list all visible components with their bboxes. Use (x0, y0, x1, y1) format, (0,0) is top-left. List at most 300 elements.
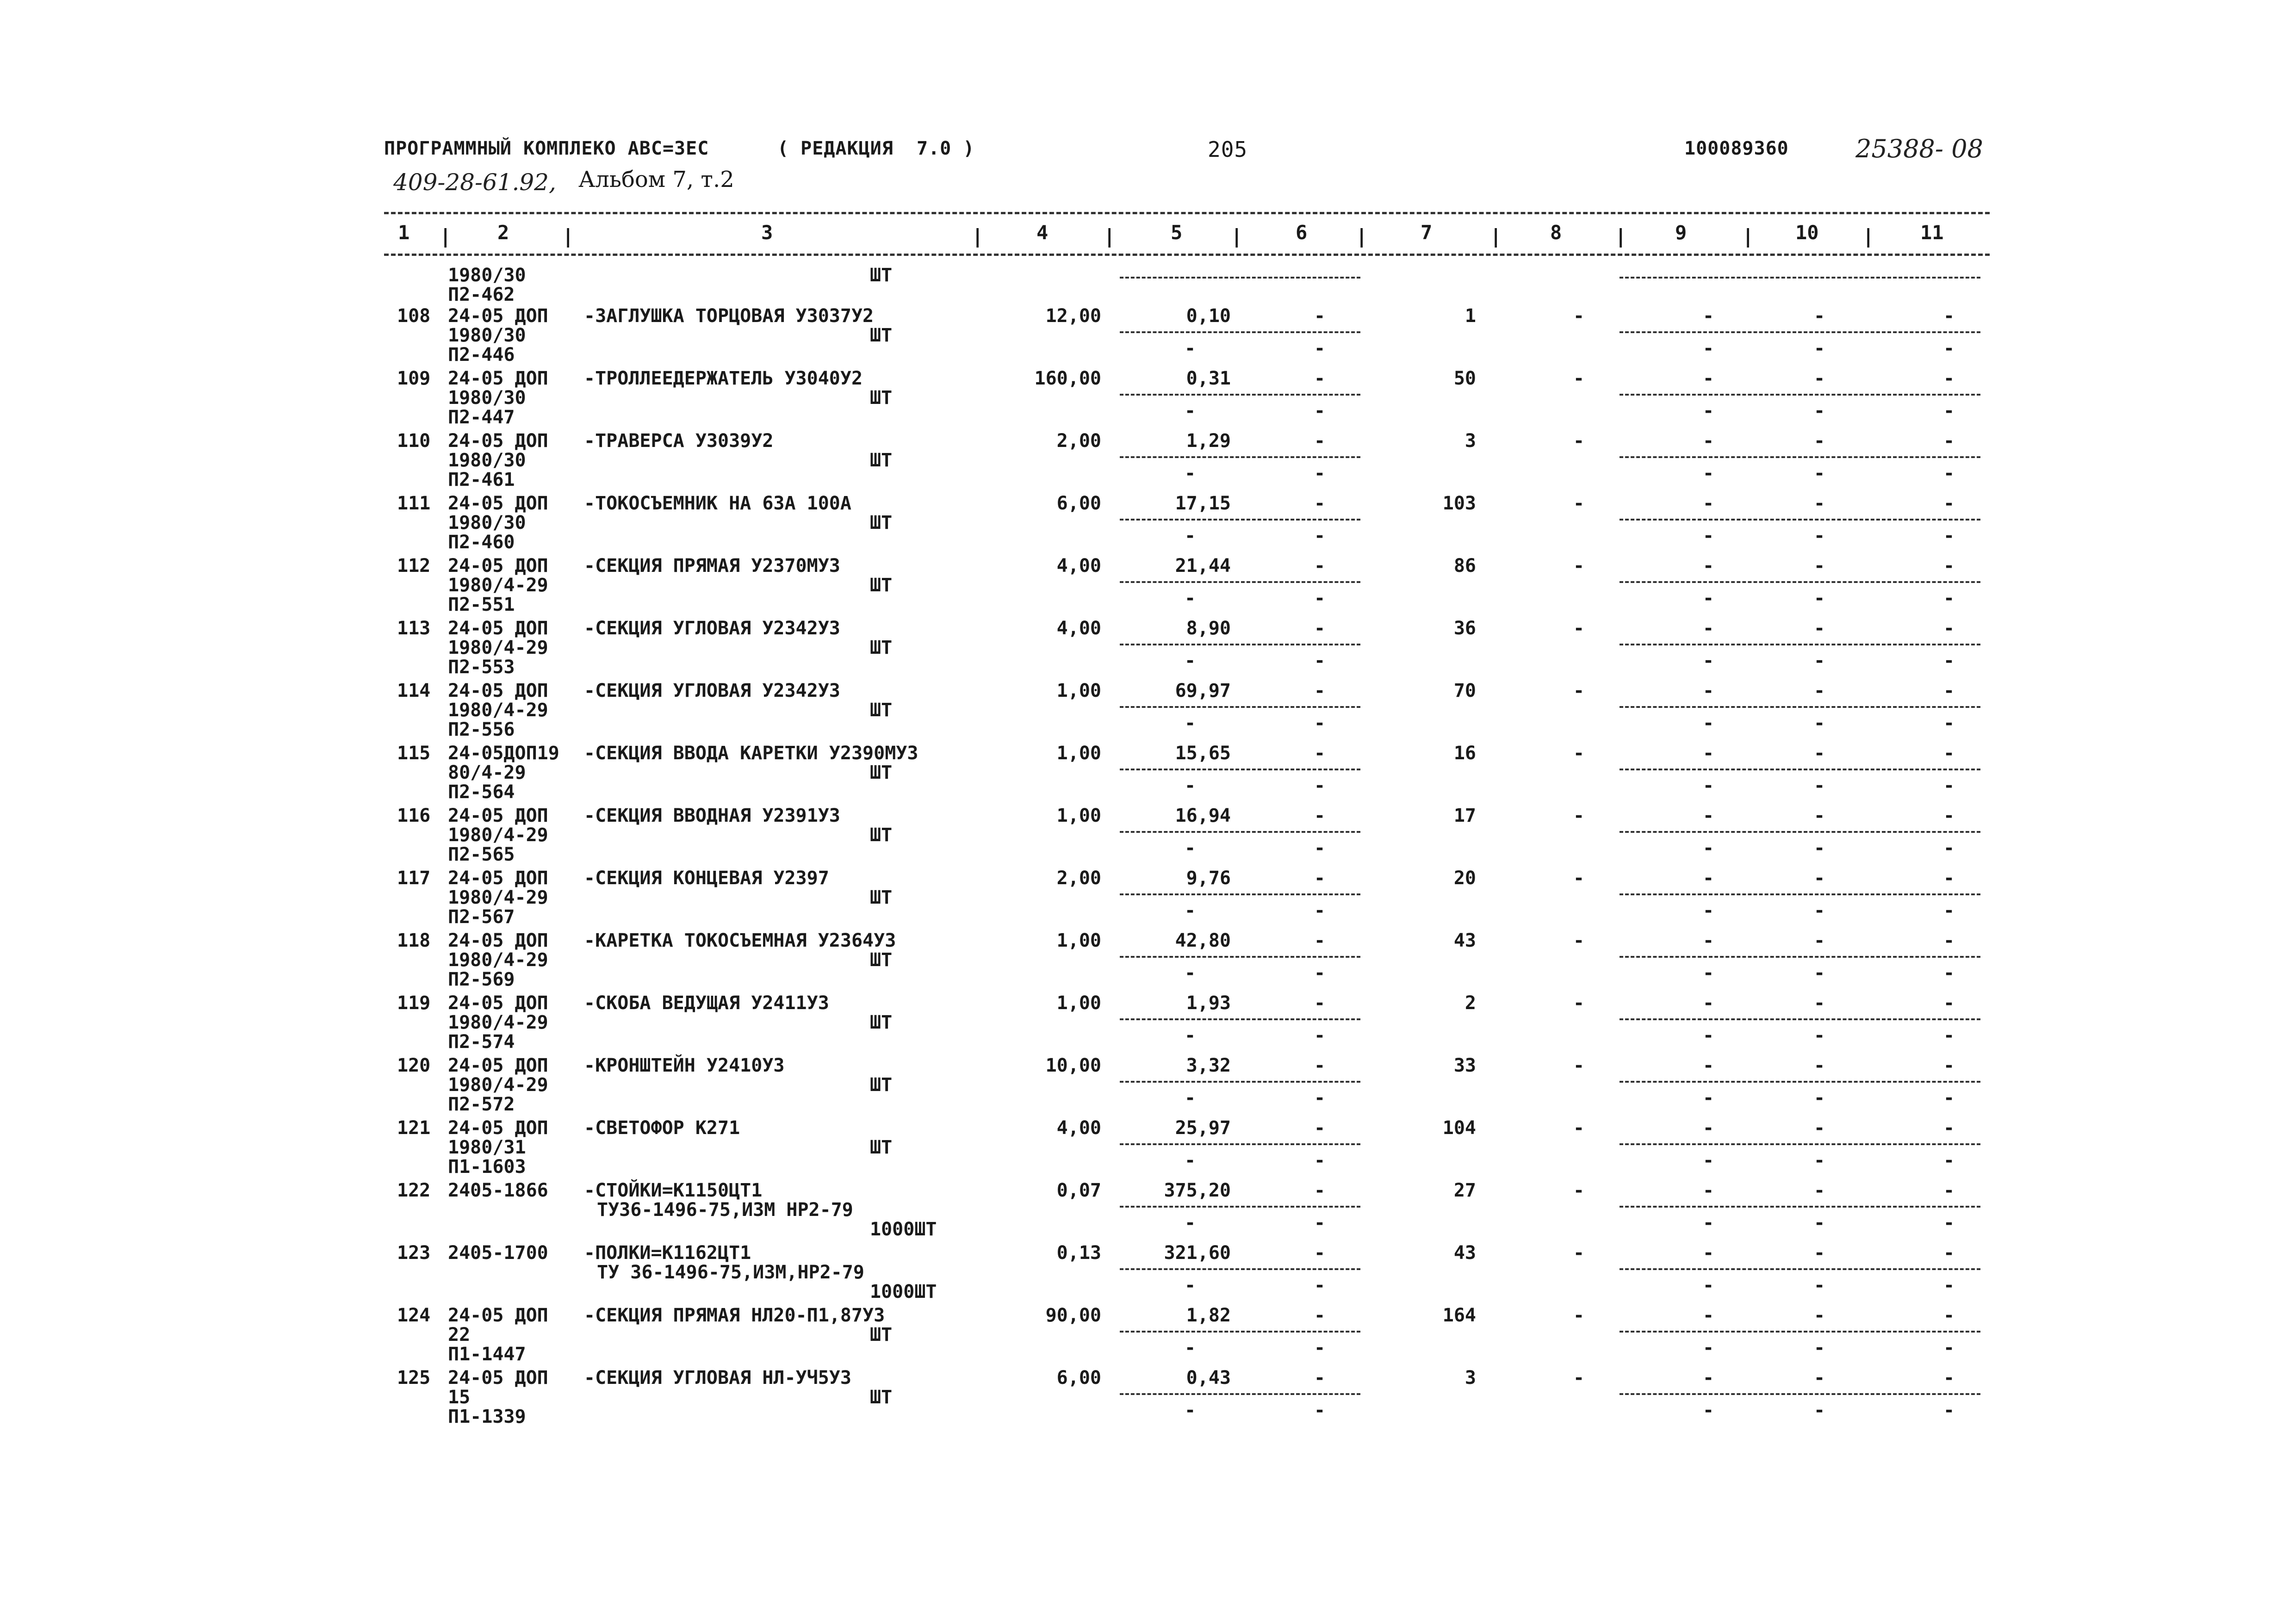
table-row (0, 430, 2296, 493)
handwritten-reference: 409-28-61.92, (393, 169, 556, 196)
row-code-ref: П2-565 (448, 844, 515, 865)
row-code: 24-05 ДОП (448, 493, 548, 514)
row-underline-cols-5-6 (1120, 956, 1360, 958)
column-header: 7 (1421, 221, 1433, 244)
row-number: 108 (397, 305, 431, 327)
column-header: 3 (761, 221, 773, 244)
empty-cell-mark: - (1943, 1305, 1955, 1326)
empty-cell-mark: - (1943, 650, 1955, 671)
empty-cell-mark: - (1573, 1305, 1585, 1326)
empty-cell-mark: - (1814, 962, 1825, 984)
empty-cell-mark: - (1703, 1275, 1714, 1296)
empty-cell-mark: - (1943, 713, 1955, 734)
empty-cell-mark: - (1814, 1180, 1825, 1201)
empty-cell-mark: - (1314, 463, 1326, 484)
row-number: 119 (397, 992, 431, 1014)
empty-cell-mark: - (1314, 1087, 1326, 1109)
row-underline-cols-5-6 (1120, 1393, 1360, 1395)
lead-underline (1620, 277, 1980, 279)
empty-cell-mark: - (1314, 900, 1326, 921)
row-code-ref: П2-553 (448, 657, 515, 678)
empty-cell-mark: - (1943, 430, 1955, 452)
row-number: 113 (397, 618, 431, 639)
empty-cell-mark: - (1814, 650, 1825, 671)
empty-cell-mark: - (1814, 463, 1825, 484)
empty-cell-mark: - (1943, 1367, 1955, 1389)
empty-cell-mark: - (1314, 743, 1326, 764)
empty-cell-mark: - (1314, 555, 1326, 577)
empty-cell-mark: - (1314, 493, 1326, 514)
row-code-ref: П1-1447 (448, 1344, 526, 1365)
row-code: 24-05 ДОП (448, 805, 548, 826)
row-quantity: 160,00 (1034, 368, 1101, 389)
row-underline-cols-5-6 (1120, 519, 1360, 521)
row-unit: ШТ (870, 325, 893, 346)
empty-cell-mark: - (1185, 1275, 1196, 1296)
row-underline-cols-5-6 (1120, 394, 1360, 396)
empty-cell-mark: - (1814, 1150, 1825, 1171)
empty-cell-mark: - (1185, 837, 1196, 859)
empty-cell-mark: - (1814, 430, 1825, 452)
empty-cell-mark: - (1314, 588, 1326, 609)
row-code: 2405-1700 (448, 1242, 548, 1264)
row-col7: 17 (1453, 805, 1476, 826)
row-number: 116 (397, 805, 431, 826)
row-quantity: 90,00 (1045, 1305, 1101, 1326)
row-underline-cols-5-6 (1120, 581, 1360, 583)
empty-cell-mark: - (1314, 1117, 1326, 1139)
empty-cell-mark: - (1314, 430, 1326, 452)
empty-cell-mark: - (1943, 1337, 1955, 1358)
row-number: 114 (397, 680, 431, 701)
empty-cell-mark: - (1703, 1150, 1714, 1171)
row-underline-cols-5-6 (1120, 769, 1360, 770)
row-code-ref: П2-556 (448, 719, 515, 740)
row-number: 124 (397, 1305, 431, 1326)
empty-cell-mark: - (1703, 868, 1714, 889)
empty-cell-mark: - (1314, 805, 1326, 826)
empty-cell-mark: - (1814, 1025, 1825, 1046)
empty-cell-mark: - (1314, 1180, 1326, 1201)
row-price: 16,94 (1175, 805, 1231, 826)
row-price: 0,10 (1186, 305, 1231, 327)
empty-cell-mark: - (1943, 962, 1955, 984)
empty-cell-mark: - (1814, 1367, 1825, 1389)
edition-label: ( РЕДАКЦИЯ 7.0 ) (777, 138, 975, 159)
empty-cell-mark: - (1943, 1180, 1955, 1201)
empty-cell-mark: - (1703, 962, 1714, 984)
row-price: 1,93 (1186, 992, 1231, 1014)
empty-cell-mark: - (1703, 430, 1714, 452)
row-price: 375,20 (1164, 1180, 1231, 1201)
row-quantity: 4,00 (1056, 618, 1101, 639)
row-code: 24-05 ДОП (448, 368, 548, 389)
empty-cell-mark: - (1814, 493, 1825, 514)
row-number: 121 (397, 1117, 431, 1139)
table-row (0, 1055, 2296, 1117)
empty-cell-mark: - (1185, 400, 1196, 422)
row-price: 42,80 (1175, 930, 1231, 951)
row-price: 69,97 (1175, 680, 1231, 701)
column-header: 11 (1920, 221, 1944, 244)
row-quantity: 1,00 (1056, 805, 1101, 826)
empty-cell-mark: - (1185, 1087, 1196, 1109)
row-price: 321,60 (1164, 1242, 1231, 1264)
empty-cell-mark: - (1573, 680, 1585, 701)
table-row (0, 555, 2296, 618)
row-code-ref: П2-564 (448, 781, 515, 803)
row-name: -ТРОЛЛЕЕДЕРЖАТЕЛЬ У3040У2 (584, 368, 863, 389)
table-row (0, 743, 2296, 805)
row-code-year: 1980/4-29 (448, 637, 548, 658)
row-code-ref: П2-447 (448, 407, 515, 428)
empty-cell-mark: - (1814, 1055, 1825, 1076)
empty-cell-mark: - (1185, 1212, 1196, 1234)
empty-cell-mark: - (1814, 1337, 1825, 1358)
row-unit: ШТ (870, 1137, 893, 1158)
row-code-ref: П2-574 (448, 1031, 515, 1053)
table-row (0, 680, 2296, 743)
empty-cell-mark: - (1703, 555, 1714, 577)
lead-unit: ШТ (870, 265, 893, 286)
row-code-ref: П2-461 (448, 469, 515, 490)
empty-cell-mark: - (1573, 1242, 1585, 1264)
column-separator: | (1862, 225, 1874, 248)
row-quantity: 6,00 (1056, 493, 1101, 514)
table-row (0, 1180, 2296, 1242)
row-number: 120 (397, 1055, 431, 1076)
row-code-ref: П2-567 (448, 906, 515, 928)
row-number: 125 (397, 1367, 431, 1389)
empty-cell-mark: - (1573, 992, 1585, 1014)
empty-cell-mark: - (1703, 992, 1714, 1014)
table-row (0, 805, 2296, 868)
row-col7: 104 (1442, 1117, 1476, 1139)
row-number: 111 (397, 493, 431, 514)
column-separator: | (440, 225, 452, 248)
empty-cell-mark: - (1703, 588, 1714, 609)
empty-cell-mark: - (1573, 493, 1585, 514)
column-separator: | (1231, 225, 1243, 248)
column-header: 9 (1675, 221, 1687, 244)
empty-cell-mark: - (1573, 555, 1585, 577)
empty-cell-mark: - (1943, 1087, 1955, 1109)
empty-cell-mark: - (1943, 1117, 1955, 1139)
row-code-ref: П2-446 (448, 344, 515, 366)
empty-cell-mark: - (1703, 775, 1714, 796)
row-underline-cols-5-6 (1120, 1143, 1360, 1145)
table-row (0, 305, 2296, 368)
empty-cell-mark: - (1814, 868, 1825, 889)
empty-cell-mark: - (1943, 618, 1955, 639)
empty-cell-mark: - (1185, 1025, 1196, 1046)
row-price: 8,90 (1186, 618, 1231, 639)
row-col7: 70 (1453, 680, 1476, 701)
empty-cell-mark: - (1573, 1117, 1585, 1139)
row-quantity: 10,00 (1045, 1055, 1101, 1076)
empty-cell-mark: - (1943, 900, 1955, 921)
row-code-year: 1980/30 (448, 450, 526, 471)
row-code: 24-05 ДОП (448, 305, 548, 327)
empty-cell-mark: - (1943, 837, 1955, 859)
empty-cell-mark: - (1943, 525, 1955, 546)
row-number: 112 (397, 555, 431, 577)
row-unit: ШТ (870, 450, 893, 471)
column-header: 2 (497, 221, 509, 244)
empty-cell-mark: - (1703, 463, 1714, 484)
row-underline-cols-9-11 (1620, 644, 1980, 645)
empty-cell-mark: - (1943, 930, 1955, 951)
row-name: -СЕКЦИЯ УГЛОВАЯ У2342У3 (584, 618, 840, 639)
empty-cell-mark: - (1185, 713, 1196, 734)
empty-cell-mark: - (1943, 1212, 1955, 1234)
row-underline-cols-5-6 (1120, 1018, 1360, 1020)
row-col7: 27 (1453, 1180, 1476, 1201)
row-underline-cols-9-11 (1620, 769, 1980, 770)
empty-cell-mark: - (1814, 525, 1825, 546)
empty-cell-mark: - (1943, 680, 1955, 701)
row-underline-cols-5-6 (1120, 1331, 1360, 1333)
row-underline-cols-5-6 (1120, 1268, 1360, 1270)
row-price: 0,43 (1186, 1367, 1231, 1389)
column-header: 10 (1795, 221, 1819, 244)
row-quantity: 1,00 (1056, 992, 1101, 1014)
row-name: -КРОНШТЕЙН У2410У3 (584, 1055, 785, 1076)
empty-cell-mark: - (1703, 338, 1714, 359)
row-quantity: 0,13 (1056, 1242, 1101, 1264)
empty-cell-mark: - (1185, 650, 1196, 671)
empty-cell-mark: - (1943, 775, 1955, 796)
empty-cell-mark: - (1573, 1055, 1585, 1076)
empty-cell-mark: - (1314, 992, 1326, 1014)
row-unit: ШТ (870, 1387, 893, 1408)
row-name-spec: ТУ 36-1496-75,ИЗМ,НР2-79 (597, 1262, 864, 1283)
empty-cell-mark: - (1573, 868, 1585, 889)
empty-cell-mark: - (1703, 618, 1714, 639)
empty-cell-mark: - (1573, 743, 1585, 764)
row-price: 9,76 (1186, 868, 1231, 889)
empty-cell-mark: - (1703, 1337, 1714, 1358)
row-code: 24-05 ДОП (448, 680, 548, 701)
table-row (0, 1117, 2296, 1180)
empty-cell-mark: - (1814, 1400, 1825, 1421)
row-code-ref: П1-1339 (448, 1406, 526, 1427)
empty-cell-mark: - (1814, 1087, 1825, 1109)
column-header: 6 (1296, 221, 1308, 244)
row-quantity: 4,00 (1056, 555, 1101, 577)
empty-cell-mark: - (1185, 900, 1196, 921)
empty-cell-mark: - (1814, 837, 1825, 859)
empty-cell-mark: - (1814, 992, 1825, 1014)
row-underline-cols-9-11 (1620, 831, 1980, 833)
row-unit: ШТ (870, 700, 893, 721)
row-code-ref: П2-569 (448, 969, 515, 990)
row-code-ref: П2-572 (448, 1094, 515, 1115)
row-underline-cols-9-11 (1620, 394, 1980, 396)
row-col7: 3 (1464, 1367, 1476, 1389)
table-row (0, 618, 2296, 680)
row-name-spec: ТУ36-1496-75,ИЗМ НР2-79 (597, 1199, 853, 1221)
row-underline-cols-9-11 (1620, 1081, 1980, 1083)
row-underline-cols-9-11 (1620, 581, 1980, 583)
row-unit: ШТ (870, 887, 893, 908)
row-name: -ТОКОСЪЕМНИК НА 63А 100А (584, 493, 851, 514)
row-underline-cols-5-6 (1120, 1206, 1360, 1208)
row-code-year: 80/4-29 (448, 762, 526, 783)
empty-cell-mark: - (1943, 1025, 1955, 1046)
row-code: 24-05 ДОП (448, 930, 548, 951)
row-name: -СЕКЦИЯ УГЛОВАЯ У2342У3 (584, 680, 840, 701)
empty-cell-mark: - (1314, 680, 1326, 701)
row-price: 21,44 (1175, 555, 1231, 577)
empty-cell-mark: - (1814, 1305, 1825, 1326)
row-code-ref: П2-460 (448, 532, 515, 553)
empty-cell-mark: - (1573, 430, 1585, 452)
row-name: -КАРЕТКА ТОКОСЪЕМНАЯ У2364У3 (584, 930, 896, 951)
row-name: -СТОЙКИ=К1150ЦТ1 (584, 1180, 763, 1201)
empty-cell-mark: - (1943, 493, 1955, 514)
empty-cell-mark: - (1703, 930, 1714, 951)
row-col7: 33 (1453, 1055, 1476, 1076)
row-underline-cols-9-11 (1620, 1143, 1980, 1145)
row-price: 1,29 (1186, 430, 1231, 452)
empty-cell-mark: - (1185, 588, 1196, 609)
row-code-ref: П2-551 (448, 594, 515, 615)
row-price: 3,32 (1186, 1055, 1231, 1076)
row-underline-cols-5-6 (1120, 706, 1360, 708)
row-number: 110 (397, 430, 431, 452)
empty-cell-mark: - (1814, 368, 1825, 389)
row-name: -СКОБА ВЕДУЩАЯ У2411У3 (584, 992, 829, 1014)
row-code-year: 1980/4-29 (448, 887, 548, 908)
row-col7: 50 (1453, 368, 1476, 389)
row-price: 1,82 (1186, 1305, 1231, 1326)
row-underline-cols-9-11 (1620, 1206, 1980, 1208)
empty-cell-mark: - (1185, 962, 1196, 984)
row-unit: ШТ (870, 949, 893, 971)
empty-cell-mark: - (1314, 1337, 1326, 1358)
row-code: 24-05 ДОП (448, 1055, 548, 1076)
empty-cell-mark: - (1314, 338, 1326, 359)
row-underline-cols-9-11 (1620, 1018, 1980, 1020)
row-code: 24-05 ДОП (448, 1305, 548, 1326)
row-code: 2405-1866 (448, 1180, 548, 1201)
row-unit: 1000ШТ (870, 1281, 937, 1302)
row-unit: ШТ (870, 512, 893, 533)
empty-cell-mark: - (1703, 305, 1714, 327)
empty-cell-mark: - (1314, 1055, 1326, 1076)
handwritten-code: 25388- 08 (1855, 134, 1983, 163)
column-separator: | (1742, 225, 1754, 248)
empty-cell-mark: - (1943, 400, 1955, 422)
row-underline-cols-5-6 (1120, 1081, 1360, 1083)
empty-cell-mark: - (1943, 1150, 1955, 1171)
empty-cell-mark: - (1943, 1242, 1955, 1264)
empty-cell-mark: - (1314, 1275, 1326, 1296)
row-quantity: 1,00 (1056, 743, 1101, 764)
empty-cell-mark: - (1573, 930, 1585, 951)
row-unit: ШТ (870, 1074, 893, 1096)
empty-cell-mark: - (1573, 1180, 1585, 1201)
empty-cell-mark: - (1943, 868, 1955, 889)
row-name: -СЕКЦИЯ ВВОДНАЯ У2391У3 (584, 805, 840, 826)
empty-cell-mark: - (1314, 305, 1326, 327)
empty-cell-mark: - (1703, 680, 1714, 701)
empty-cell-mark: - (1814, 930, 1825, 951)
empty-cell-mark: - (1703, 1117, 1714, 1139)
empty-cell-mark: - (1943, 463, 1955, 484)
table-row (0, 1242, 2296, 1305)
empty-cell-mark: - (1314, 1400, 1326, 1421)
column-separator: | (1104, 225, 1116, 248)
empty-cell-mark: - (1943, 992, 1955, 1014)
row-unit: ШТ (870, 1324, 893, 1345)
empty-cell-mark: - (1314, 930, 1326, 951)
row-col7: 86 (1453, 555, 1476, 577)
row-number: 109 (397, 368, 431, 389)
row-quantity: 6,00 (1056, 1367, 1101, 1389)
row-unit: ШТ (870, 637, 893, 658)
row-code: 24-05 ДОП (448, 868, 548, 889)
album-label: Альбом 7, т.2 (578, 167, 734, 192)
empty-cell-mark: - (1703, 368, 1714, 389)
empty-cell-mark: - (1573, 805, 1585, 826)
row-code-year: 1980/31 (448, 1137, 526, 1158)
empty-cell-mark: - (1703, 650, 1714, 671)
row-underline-cols-9-11 (1620, 519, 1980, 521)
row-underline-cols-5-6 (1120, 644, 1360, 645)
empty-cell-mark: - (1814, 338, 1825, 359)
row-code: 24-05 ДОП (448, 618, 548, 639)
row-underline-cols-5-6 (1120, 893, 1360, 895)
row-code: 24-05 ДОП (448, 430, 548, 452)
empty-cell-mark: - (1814, 680, 1825, 701)
empty-cell-mark: - (1814, 1212, 1825, 1234)
row-name: -СЕКЦИЯ ВВОДА КАРЕТКИ У2390МУ3 (584, 743, 918, 764)
empty-cell-mark: - (1814, 618, 1825, 639)
empty-cell-mark: - (1943, 588, 1955, 609)
row-number: 115 (397, 743, 431, 764)
row-code-ref: П1-1603 (448, 1156, 526, 1178)
row-name: -СЕКЦИЯ УГЛОВАЯ НЛ-УЧ5У3 (584, 1367, 851, 1389)
table-row (0, 868, 2296, 930)
empty-cell-mark: - (1703, 1025, 1714, 1046)
column-header: 8 (1550, 221, 1562, 244)
row-code-year: 1980/30 (448, 387, 526, 409)
table-row (0, 1305, 2296, 1367)
empty-cell-mark: - (1314, 1025, 1326, 1046)
row-unit: ШТ (870, 825, 893, 846)
empty-cell-mark: - (1185, 775, 1196, 796)
empty-cell-mark: - (1814, 1275, 1825, 1296)
table-header-rule (384, 254, 1990, 256)
row-code: 24-05 ДОП (448, 1367, 548, 1389)
empty-cell-mark: - (1814, 555, 1825, 577)
row-code-year: 1980/30 (448, 325, 526, 346)
column-separator: | (1490, 225, 1502, 248)
empty-cell-mark: - (1943, 1055, 1955, 1076)
empty-cell-mark: - (1703, 525, 1714, 546)
lead-underline (1120, 277, 1360, 279)
row-underline-cols-9-11 (1620, 1331, 1980, 1333)
row-number: 118 (397, 930, 431, 951)
empty-cell-mark: - (1703, 1212, 1714, 1234)
empty-cell-mark: - (1185, 338, 1196, 359)
empty-cell-mark: - (1314, 1242, 1326, 1264)
empty-cell-mark: - (1703, 1400, 1714, 1421)
row-underline-cols-5-6 (1120, 831, 1360, 833)
row-col7: 3 (1464, 430, 1476, 452)
